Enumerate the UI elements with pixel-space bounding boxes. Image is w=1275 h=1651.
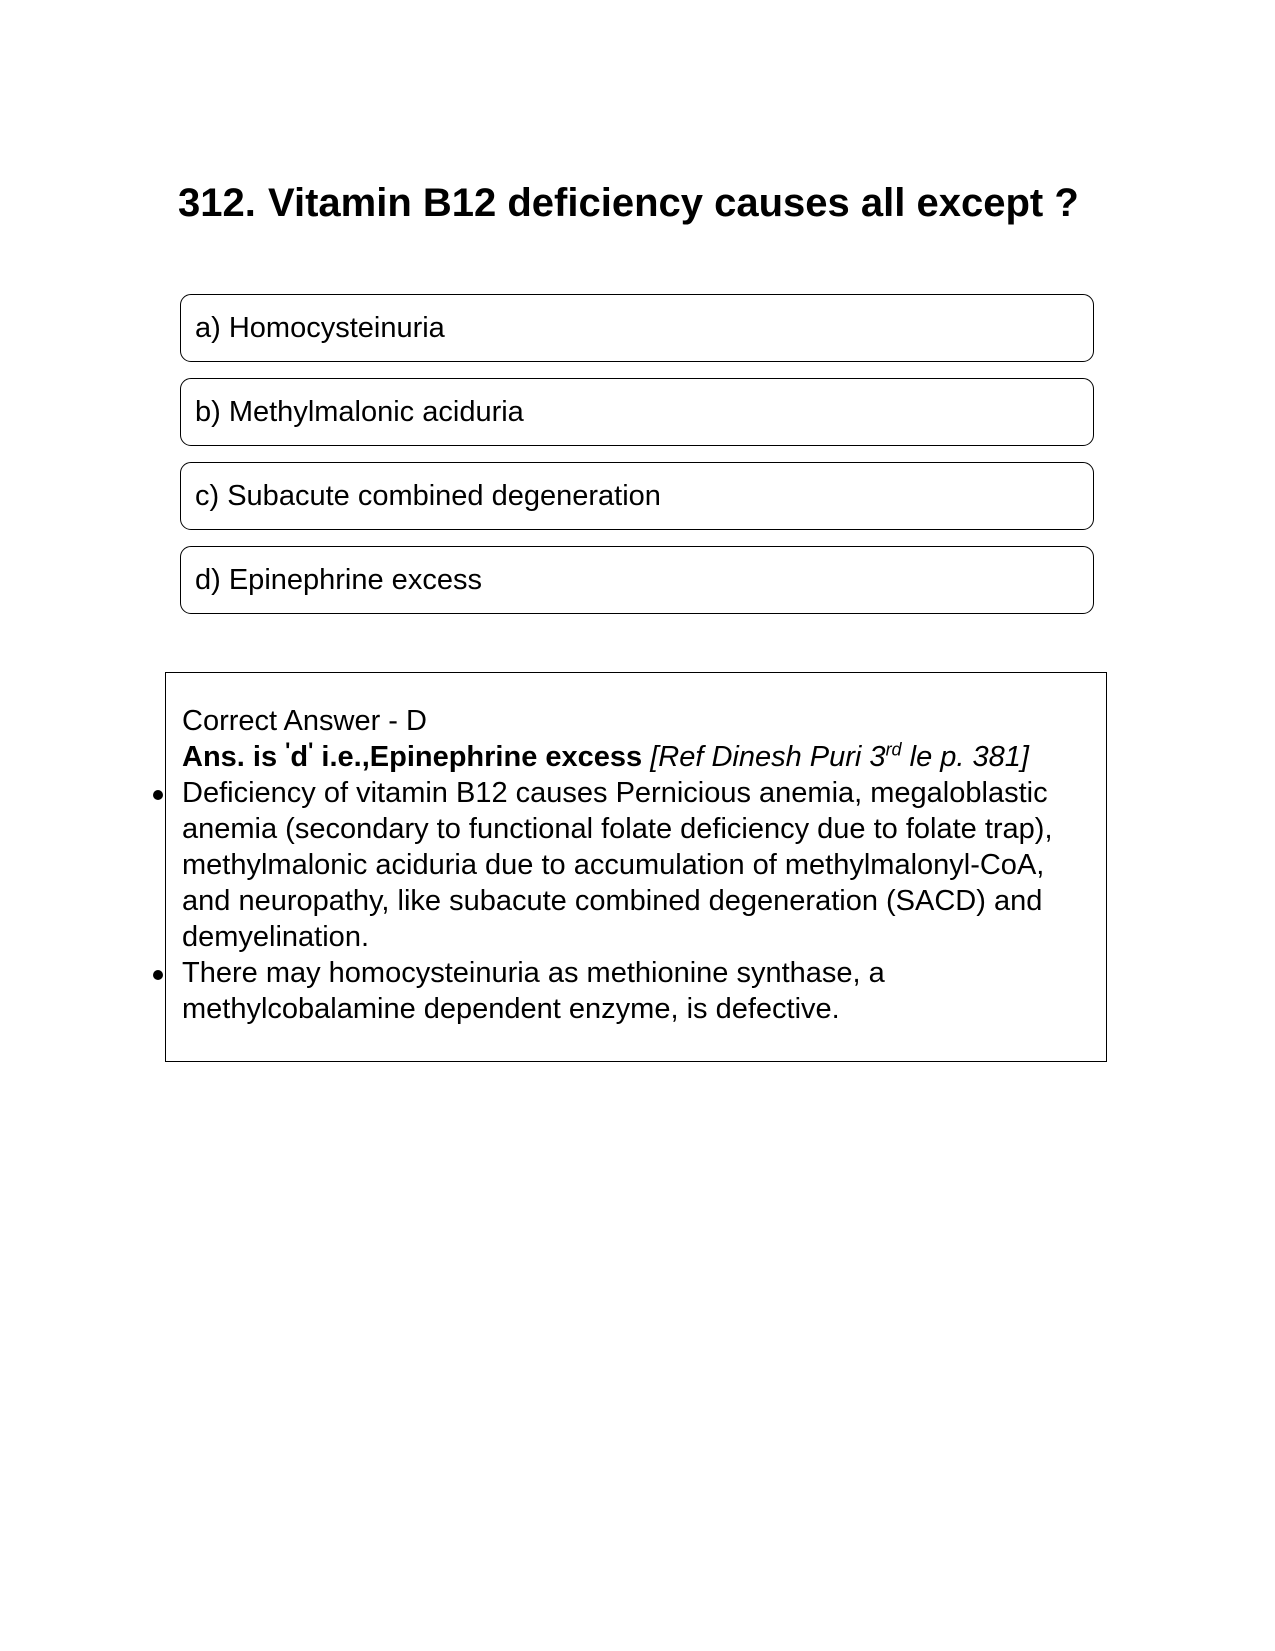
- answer-explanation-box: [165, 672, 1107, 1062]
- question-number: 312.: [178, 181, 256, 225]
- answer-prefix: Ans. is: [182, 741, 286, 773]
- explanation-point: There may homocysteinuria as methionine synthase, a methylcobalamine dependent enzyme, is defective.: [182, 955, 1086, 1027]
- question-text: Vitamin B12 deficiency causes all except ?: [268, 181, 1079, 225]
- explanation-point: Deficiency of vitamin B12 causes Pernicious anemia, megaloblastic anemia (secondary to functional folate deficiency due to folate trap), methylmalonic aciduria due to accumulation of methylmalonyl-CoA, and neuropathy, like subacute combined degeneration (SACD) and demyelination.: [182, 775, 1086, 955]
- answer-main: i.e.,Epinephrine excess: [313, 741, 643, 773]
- question-heading: [178, 178, 1098, 228]
- option-d[interactable]: d) Epinephrine excess: [180, 546, 1094, 614]
- option-a[interactable]: a) Homocysteinuria: [180, 294, 1094, 362]
- answer-tick-open: ': [285, 738, 291, 763]
- reference-prefix: [Ref Dinesh Puri 3: [642, 741, 886, 773]
- option-b[interactable]: b) Methylmalonic aciduria: [180, 378, 1094, 446]
- option-c[interactable]: c) Subacute combined degeneration: [180, 462, 1094, 530]
- answer-summary-line: [182, 739, 1086, 775]
- explanation-bullets: [182, 775, 1086, 1027]
- answer-letter: d: [290, 741, 309, 773]
- answer-statement: [182, 738, 643, 773]
- answer-tick-close: ': [308, 738, 314, 763]
- options-list: [180, 294, 1094, 630]
- reference-superscript: rd: [885, 739, 902, 760]
- answer-reference: [642, 741, 1029, 773]
- correct-answer-line: Correct Answer - D: [182, 705, 427, 737]
- reference-suffix: le p. 381]: [901, 741, 1029, 773]
